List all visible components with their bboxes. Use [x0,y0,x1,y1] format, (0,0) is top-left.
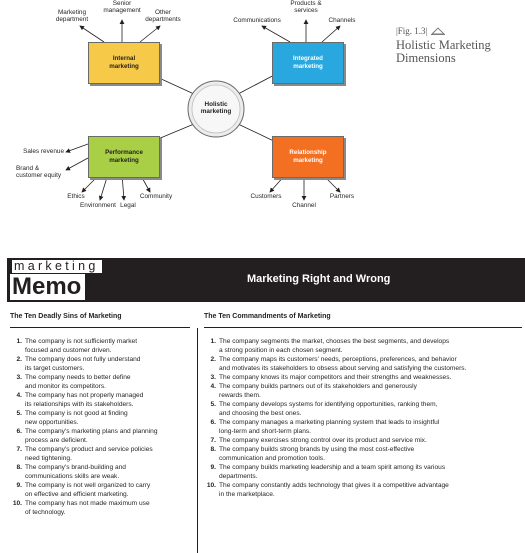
integrated-marketing-box [272,42,344,84]
commandment-item-number: 9. [210,464,216,472]
commandment-item [204,338,522,356]
commandment-item-text: The company builds strong brands by using the most cost-effective [219,446,415,454]
label-channels: Channels [328,17,356,24]
label-partners: Partners [329,193,355,200]
performance-line1: Performance [105,149,143,156]
internal-line1: Internal [112,55,136,62]
label-senior-management-line2: management [103,7,141,15]
memo-header [7,258,525,302]
commandment-item-text: The company segments the market, chooses the best segments, and develops [219,338,450,345]
label-customers: Customers [250,193,282,200]
label-legal: Legal [120,202,136,209]
label-marketing-department-line2: department [55,16,89,24]
commandment-item-text: a strong position in each chosen segment. [219,346,343,354]
commandment-item [204,446,522,464]
center-label [200,101,232,115]
commandment-item-text: The company builds marketing leadership and a team spirit among its various [219,464,446,472]
label-senior-management-line1: Senior [112,0,132,7]
commandment-item-number: 5. [210,401,216,409]
commandment-item-text: The company maps its customers' needs, perceptions, preferences, and behavior [219,355,457,363]
commandment-item [204,401,522,419]
column-divider [197,328,198,553]
sin-item-text: on effective and efficient marketing. [25,490,129,498]
center-label-line2: marketing [200,108,232,116]
commandment-item [204,464,522,482]
label-brand-equity-line2: customer equity [16,172,62,180]
sin-item [10,464,195,482]
commandments-list [204,338,522,500]
center-label-line1: Holistic [204,101,228,108]
marketing-memo [7,258,525,553]
label-sales-revenue: Sales revenue [23,148,64,155]
sin-item [10,338,195,356]
figure-number-row [396,26,491,36]
sin-item-text: The company is not sufficiently market [25,338,138,345]
relationship-line2: marketing [293,157,323,164]
sin-item-number: 4. [16,391,22,399]
figure-caption [396,26,491,65]
relationship-line1: Relationship [289,149,327,156]
sin-item-number: 9. [16,481,22,489]
label-products-services [284,0,328,14]
sin-item-text: its target customers. [25,364,85,372]
memo-word-marketing: marketing [12,260,102,273]
commandment-item-number: 10. [206,482,216,490]
triangle-icon [431,27,445,35]
commandment-item-text: The company constantly adds technology that gives it a competitive advantage [219,482,449,490]
commandment-item-text: departments. [219,473,258,481]
sin-item-text: The company's marketing plans and planning [25,427,158,435]
sin-item-text: The company does not fully understand [25,355,141,363]
commandment-item-text: The company develops systems for identifying opportunities, ranking them, [219,401,438,409]
commandment-item-number: 8. [210,446,216,454]
sin-item-number: 7. [16,445,22,453]
label-brand-customer-equity [16,165,64,179]
sin-item-text: new opportunities. [25,418,79,426]
label-products-services-line1: Products & [290,0,322,7]
sin-item [10,392,195,410]
internal-marketing-box [88,42,160,84]
label-brand-equity-line1: Brand & [16,165,40,172]
figure-number: |Fig. 1.3| [396,26,428,36]
commandment-item [204,482,522,500]
sin-item-number: 2. [16,355,22,363]
sin-item-number: 10. [12,499,22,507]
sin-item-number: 3. [16,373,22,381]
commandment-item-number: 7. [210,437,216,445]
sin-item-text: The company has not made maximum use [25,499,150,507]
sin-item-text: and monitor its competitors. [25,382,106,390]
integrated-line2: marketing [293,63,323,70]
sin-item-text: The company needs to better define [25,373,131,381]
internal-line2: marketing [109,63,139,70]
label-community: Community [139,193,173,200]
relationship-marketing-box [272,136,344,178]
label-marketing-department [50,9,94,23]
label-other-departments-line2: departments [145,16,181,24]
sins-heading: The Ten Deadly Sins of Marketing [10,307,190,328]
figure-title [396,39,491,65]
commandment-item-number: 3. [210,373,216,381]
commandment-item-text: long-term and short-term plans. [219,427,311,435]
sin-item-number: 5. [16,409,22,417]
sin-item [10,410,195,428]
label-other-departments [138,9,188,23]
label-ethics: Ethics [67,193,85,200]
sin-item-text: The company's brand-building and [25,463,126,471]
label-environment: Environment [80,202,116,209]
sin-item [10,482,195,500]
memo-title: Marketing Right and Wrong [247,273,391,285]
sin-item-text: communications skills are weak. [25,472,120,480]
commandment-item-text: communication and promotion tools. [219,455,325,463]
commandment-item [204,356,522,374]
sin-item-text: of technology. [25,508,66,516]
commandment-item-text: The company builds partners out of its stakeholders and generously [219,383,417,391]
commandment-item-number: 2. [210,355,216,363]
integrated-line1: Integrated [293,55,323,62]
commandment-item-number: 1. [210,338,216,345]
performance-line2: marketing [109,157,139,164]
label-other-departments-line1: Other [155,9,171,16]
commandment-item-text: rewards them. [219,391,261,399]
performance-marketing-box [88,136,160,178]
label-channel: Channel [292,202,316,209]
figure-title-line1: Holistic Marketing [396,38,491,52]
sin-item-text: The company has not properly managed [25,391,144,399]
label-marketing-department-line1: Marketing [57,9,87,16]
sin-item [10,446,195,464]
commandment-item-text: The company exercises strong control over its product and service mix. [219,437,427,445]
figure-title-line2: Dimensions [396,51,456,65]
sin-item-number: 1. [16,338,22,345]
sin-item-text: The company is not good at finding [25,409,128,417]
label-communications: Communications [233,17,281,24]
sin-item-text: process are deficient. [25,436,88,444]
sin-item-text: need tightening. [25,454,72,462]
sin-item [10,500,195,518]
sin-item-text: its relationships with its stakeholders. [25,400,134,408]
commandment-item-text: and motivates its stakeholders to obsess about serving and satisfying the customers. [219,364,467,372]
sin-item [10,356,195,374]
commandment-item-number: 4. [210,383,216,391]
label-products-services-line2: services [294,7,318,15]
sin-item [10,374,195,392]
commandment-item-text: and choosing the best ones. [219,409,302,417]
commandment-item-text: in the marketplace. [219,491,275,499]
commandment-item-number: 6. [210,419,216,427]
sins-list [10,338,195,518]
memo-word-memo: Memo [10,274,85,300]
commandment-item [204,437,522,446]
commandments-heading: The Ten Commandments of Marketing [204,307,522,328]
sin-item [10,428,195,446]
sin-item-text: The company's product and service policies [25,445,153,453]
sin-item-text: focused and customer driven. [25,346,112,354]
commandment-item [204,419,522,437]
commandment-item [204,374,522,383]
commandment-item-text: The company knows its major competitors and their strengths and weaknesses. [219,373,452,381]
sin-item-text: The company is not well organized to carry [25,481,151,489]
sin-item-number: 8. [16,463,22,471]
commandment-item-text: The company manages a marketing planning system that leads to insightful [219,419,440,427]
commandment-item [204,383,522,401]
sin-item-number: 6. [16,427,22,435]
